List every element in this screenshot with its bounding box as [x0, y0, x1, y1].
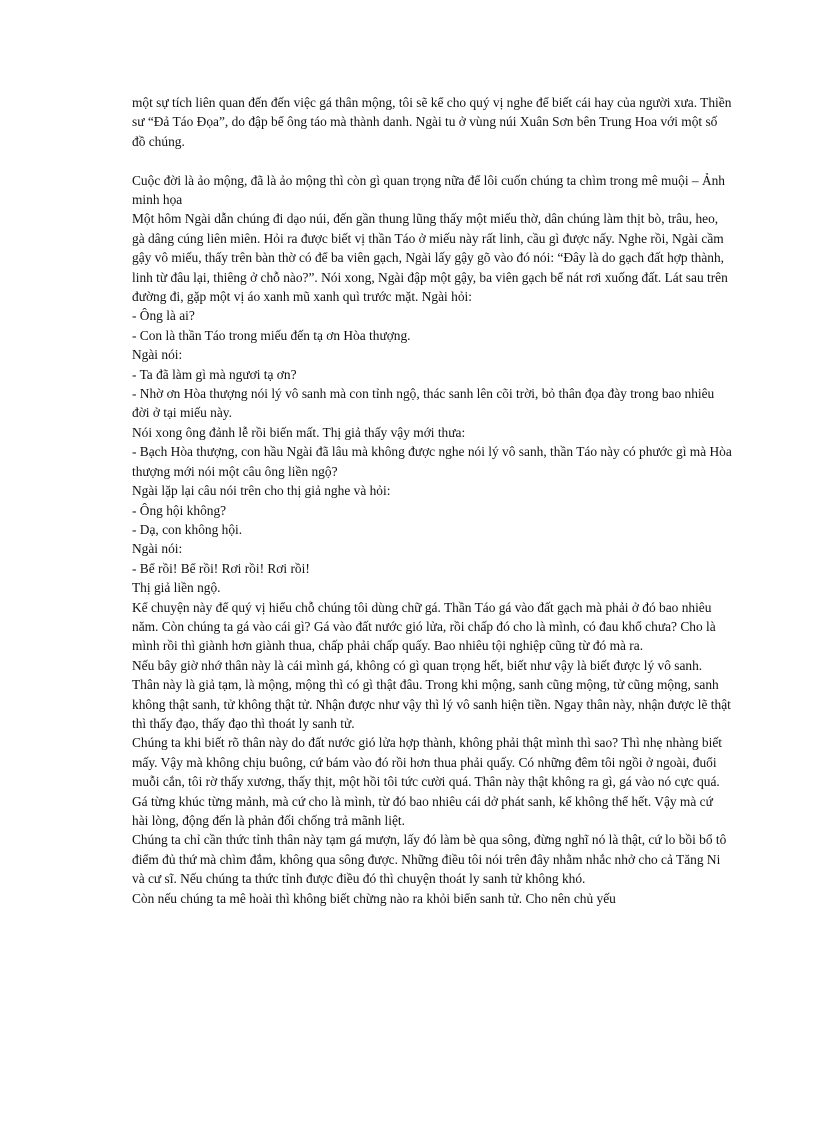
dialogue-line: - Nhờ ơn Hòa thượng nói lý vô sanh mà con tỉnh ngộ, thác sanh lên cõi trời, bỏ thân đọa đày trong bao nhiêu đời ở tại miếu này. [132, 386, 715, 421]
paragraph-spacer [132, 151, 732, 170]
dialogue-line: - Ông hội không? [132, 502, 227, 518]
narration-line: Ngài lặp lại câu nói trên cho thị giả nghe và hỏi: [132, 483, 391, 499]
dialogue-line: - Dạ, con không hội. [132, 521, 243, 537]
paragraph-story: Một hôm Ngài dẫn chúng đi dạo núi, đến gần thung lũng thấy một miếu thờ, dân chúng làm thịt bò, trâu, heo, gà dâng cúng liên miên. Hỏi ra được biết vị thần Táo ở miếu này rất linh, cầu gì được nấy. Nghe rồi, Ngài cầm gậy vô miếu, thấy trên bàn thờ có để ba viên gạch, Ngài lấy gậy gõ vào đó nói: “Đây là do gạch đất hợp thành, linh từ đâu lại, thiêng ở chỗ nào?”. Nói xong, Ngài đập một gậy, ba viên gạch bể nát rơi xuống đất. Lát sau trên đường đi, gặp một vị áo xanh mũ xanh quì trước mặt. Ngài hỏi: [132, 211, 728, 305]
paragraph-body: Nếu bây giờ nhớ thân này là cái mình gá, không có gì quan trọng hết, biết như vậy là biết được lý vô sanh. Thân này là giả tạm, là mộng, mộng thì có gì thật đâu. Trong khi mộng, sanh cũng mộng, tử cũng mộng, sanh không thật sanh, tử không thật tử. Nhận được như vậy thì lý vô sanh hiện tiền. Ngay thân này, nhận được lẽ thật thì thấy đạo, thấy đạo thì thoát ly sanh tử. [132, 657, 731, 731]
dialogue-line: - Bạch Hòa thượng, con hầu Ngài đã lâu mà không được nghe nói lý vô sanh, thần Táo này có phước gì mà Hòa thượng mới nói một câu ông liền ngộ? [132, 444, 732, 479]
dialogue-line: - Bể rồi! Bể rồi! Rơi rồi! Rơi rồi! [132, 560, 310, 576]
paragraph-body: Chúng ta khi biết rõ thân này do đất nước gió lửa hợp thành, không phải thật mình thì sao? Thì nhẹ nhàng biết mấy. Vậy mà không chịu buông, cứ bám vào đó rồi hơn thua phải quấy. Có những đêm tôi ngồi ở ngoài, đuổi muỗi cắn, tôi rờ thấy xương, thấy thịt, một hồi tôi tức cười quá. Thân này thật không ra gì, gá vào nó cực quá. Gá từng khúc từng mảnh, mà cứ cho là mình, từ đó bao nhiêu cái dở phát sanh, kể không thể hết. Vậy mà cứ hài lòng, động đến là phản đối chống trả mãnh liệt. [132, 735, 722, 829]
paragraph-body: Kể chuyện này để quý vị hiểu chỗ chúng tôi dùng chữ gá. Thần Táo gá vào đất gạch mà phải ở đó bao nhiêu năm. Còn chúng ta gá vào cái gì? Gá vào đất nước gió lửa, rồi chấp đó cho là mình, có đau khổ chưa? Cho là mình rồi thì giành hơn giành thua, chấp phải chấp quấy. Bao nhiêu tội nghiệp cũng từ đó mà ra. [132, 599, 716, 654]
dialogue-line: Ngài nói: [132, 347, 183, 363]
document-page [132, 93, 732, 908]
dialogue-line: - Ông là ai? [132, 308, 195, 324]
paragraph-body: Chúng ta chỉ cần thức tỉnh thân này tạm gá mượn, lấy đó làm bè qua sông, đừng nghĩ nó là thật, cứ lo bồi bổ tô điểm đủ thứ mà chìm đắm, không qua sông được. Những điều tôi nói trên đây nhằm nhắc nhở cho cả Tăng Ni và cư sĩ. Nếu chúng ta thức tỉnh được điều đó thì chuyện thoát ly sanh tử không khó. [132, 832, 727, 887]
narration-line: Nói xong ông đảnh lễ rồi biến mất. Thị giả thấy vậy mới thưa: [132, 424, 466, 440]
paragraph-body: Còn nếu chúng ta mê hoài thì không biết chừng nào ra khỏi biển sanh tử. Cho nên chủ yếu [132, 890, 616, 906]
image-caption: Cuộc đời là ảo mộng, đã là ảo mộng thì còn gì quan trọng nữa để lôi cuốn chúng ta chìm trong mê muội – Ảnh minh họa [132, 172, 725, 208]
paragraph-intro: một sự tích liên quan đến đến việc gá thân mộng, tôi sẽ kể cho quý vị nghe để biết cái hay của người xưa. Thiền sư “Đả Táo Đọa”, do đập bể ông táo mà thành danh. Ngài tu ở vùng núi Xuân Sơn bên Trung Hoa với một số đồ chúng. [132, 95, 732, 149]
narration-line: Thị giả liền ngộ. [132, 580, 221, 596]
dialogue-line: - Ta đã làm gì mà ngươi tạ ơn? [132, 366, 297, 382]
dialogue-line: - Con là thần Táo trong miếu đến tạ ơn Hòa thượng. [132, 327, 411, 343]
dialogue-line: Ngài nói: [132, 541, 183, 557]
